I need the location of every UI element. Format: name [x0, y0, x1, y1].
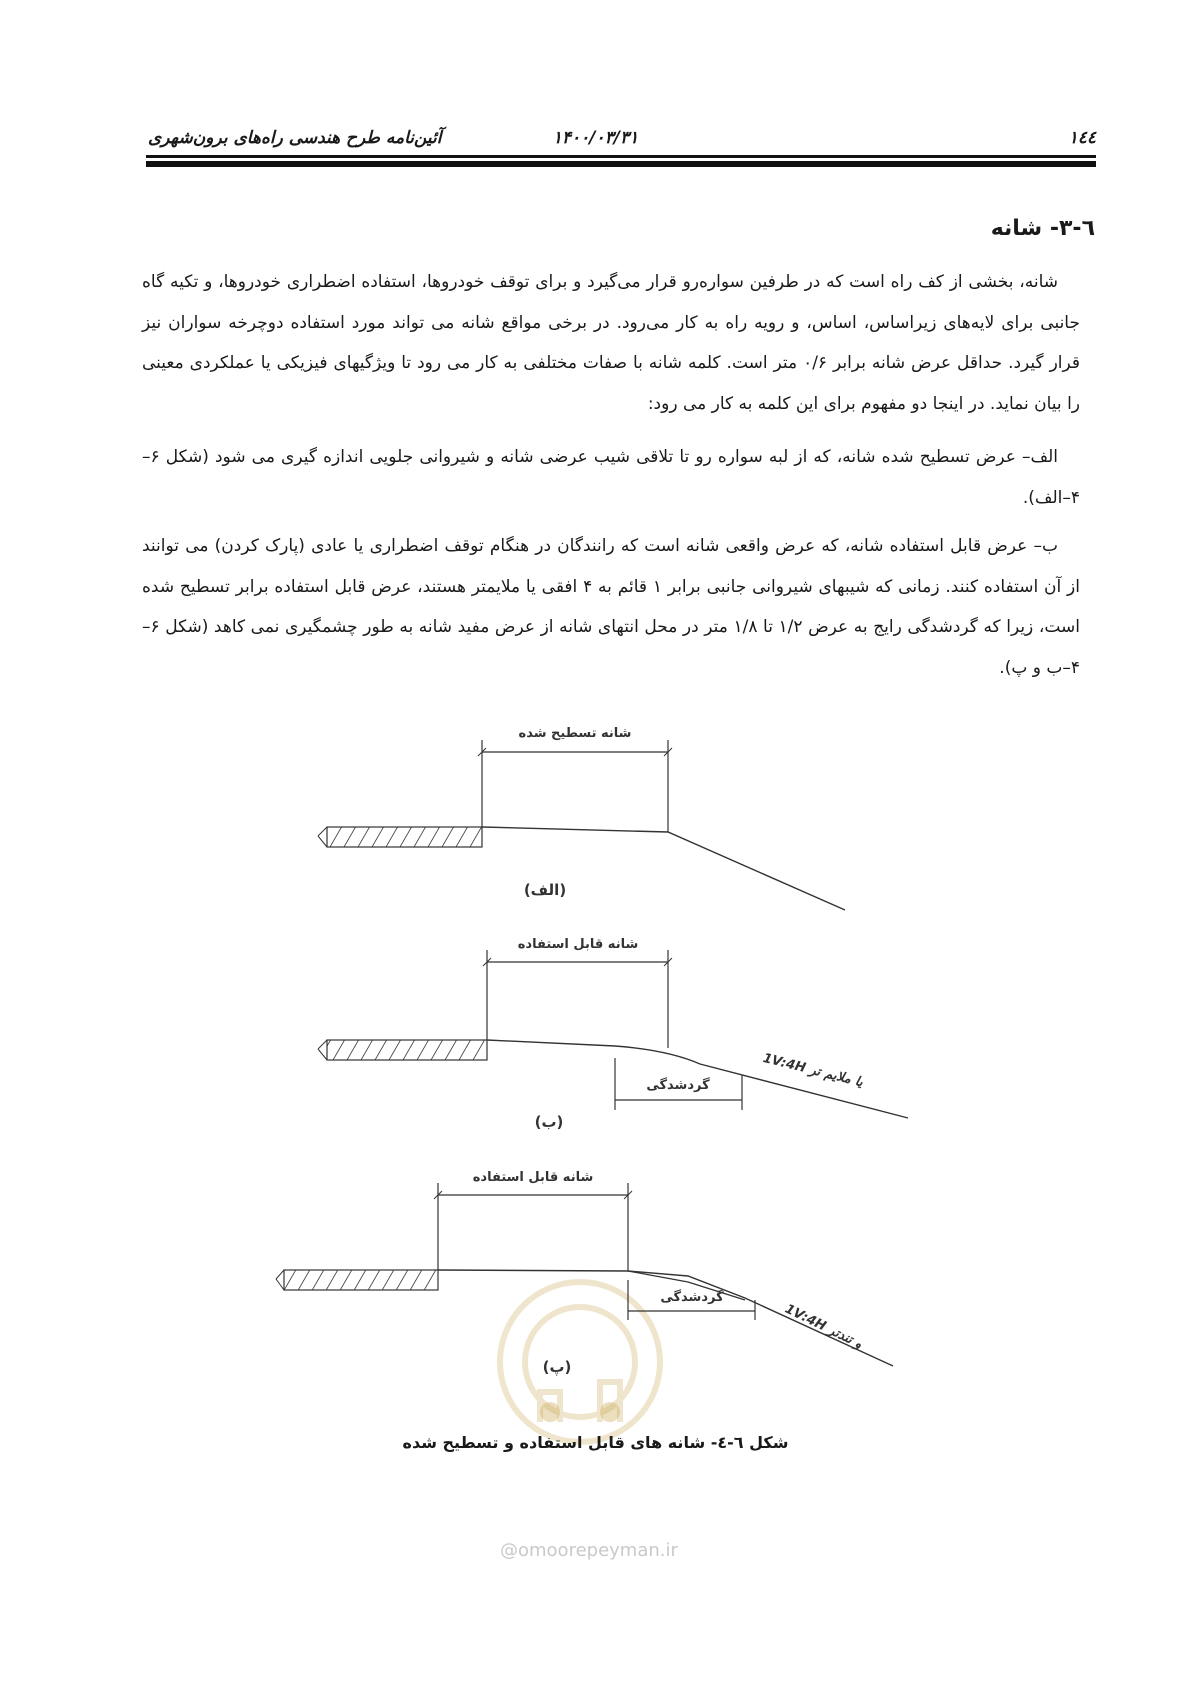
figure-caption: شکل ٦-٤- شانه های قابل استفاده و تسطیح شده: [402, 1433, 789, 1452]
dim-label-graded-shoulder: شانه تسطیح شده: [518, 726, 632, 741]
slope-label-c: 1V:4H و تندتر: [782, 1301, 865, 1353]
running-header-date: ۱۴۰۰/۰۳/۳۱: [552, 128, 639, 148]
dim-label-usable-shoulder-b: شانه قابل استفاده: [517, 937, 639, 952]
ground-profile-c: [438, 1270, 893, 1366]
paragraph-graded-shoulder: الف– عرض تسطیح شده شانه، که از لبه سواره رو تا تلاقی شیب عرضی شانه و شیروانی جلویی اندازه گیری می شود (شکل ۶–۴–الف).: [142, 447, 1080, 508]
watermark-site: @omoorepeyman.ir: [500, 1540, 678, 1561]
paragraph-usable-shoulder: ب– عرض قابل استفاده شانه، که عرض واقعی شانه است که رانندگان در هنگام توقف اضطراری یا عادی (پارک کردن) می توانند از آن استفاده کنند. زمانی که شیبهای شیروانی جانبی برابر ۱ قائم به ۴ افقی یا ملایمتر هستند، عرض قابل استفاده برابر تسطیح شده است، زیرا که گردشدگی رایج به عرض ۱/۲ تا ۱/۸ متر در محل انتهای شانه از عرض مفید شانه به طور چشمگیری نمی کاهد (شکل ۶–۴–ب و پ).: [142, 536, 1080, 678]
sub-label-c: (پ): [542, 1358, 572, 1376]
section-heading: ٦-٣- شانه: [990, 216, 1095, 241]
sub-label-a: (الف): [523, 881, 567, 899]
paragraph-definition: شانه، بخشی از کف راه است که در طرفین سواره‌رو قرار می‌گیرد و برای توقف خودروها، استفاده اضطراری خودروها، و تکیه گاه جانبی برای لایه‌های زیراساس، اساس، و رویه راه به کار می‌رود. در برخی مواقع شانه می تواند مورد استفاده دوچرخه سواران نیز قرار گیرد. حداقل عرض شانه برابر ۰/۶ متر است. کلمه شانه با صفات مختلفی به کار می رود تا ویژگیهای فیزیکی یا عملکردی معینی را بیان نماید. در اینجا دو مفهوم برای این کلمه به کار می رود:: [142, 272, 1081, 414]
sub-label-b: (ب): [534, 1113, 564, 1131]
pavement-hatch-b: [327, 1040, 487, 1060]
slope-label-b: 1V:4H یا ملایم تر: [761, 1050, 865, 1091]
rounding-label-c: گردشدگی: [660, 1290, 724, 1305]
pavement-hatch-a: [327, 827, 482, 847]
diagram-a: [318, 726, 845, 910]
page-number: ۱٤٤: [1068, 128, 1096, 148]
diagram-b: [318, 937, 908, 1131]
pavement-hatch-c: [284, 1270, 438, 1290]
dim-label-usable-shoulder-c: شانه قابل استفاده: [472, 1170, 594, 1185]
running-header-title: آئین‌نامه طرح هندسی راه‌های برون‌شهری: [148, 128, 442, 148]
rounding-label-b: گردشدگی: [646, 1078, 710, 1093]
diagram-c: [276, 1170, 893, 1376]
